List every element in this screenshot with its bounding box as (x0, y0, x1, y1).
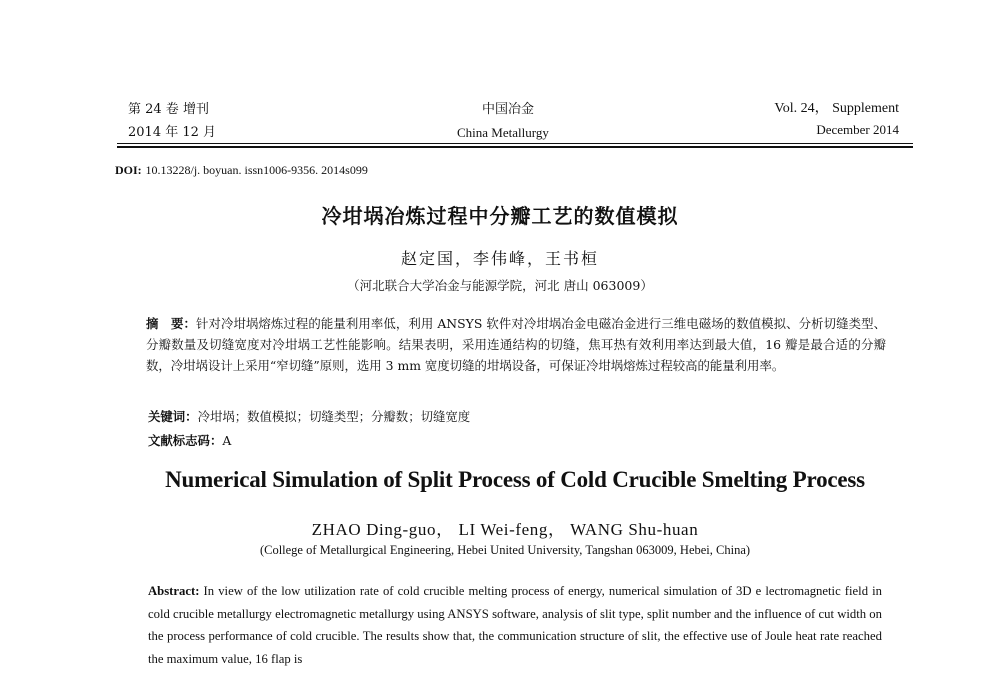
date-en: December 2014 (816, 122, 899, 137)
volume-en: Vol. 24， Supplement (774, 101, 899, 116)
abstract-cn-label: 摘 要： (146, 316, 196, 331)
abstract-cn-text: 针对冷坩埚熔炼过程的能量利用率低，利用 ANSYS 软件对冷坩埚冶金电磁冶金进行三维电磁场的数值模拟、分析切缝类型、分瓣数量及切缝宽度对冷坩埚工艺性能影响。结果表明，采用连通结构的切缝，焦耳热有效利用率达到最大值，16 瓣是最合适的分瓣数，冷坩埚设计上采用“窄切缝”原则，选用 3 mm 宽度切缝的坩埚设备，可保证冷坩埚熔炼过程较高的能量利用率。 (146, 316, 886, 373)
doi-value: 10.13228/j. boyuan. issn1006-9356. 2014s099 (145, 163, 368, 177)
doc-code-cn-value: A (222, 433, 232, 448)
affiliation-en: (College of Metallurgical Engineering, Hebei United University, Tangshan 063009, Hebei, China) (259, 543, 751, 557)
doi-label: DOI: (115, 163, 142, 177)
abstract-en-text: In view of the low utilization rate of cold crucible melting process of energy, numerical simulation of 3D e lectromagnetic field in cold crucible metallurgy electromagnetic metallurgy using ANSYS software, analysis of slit type, split number and the influence of cut width on the process performance of cold crucible. The results show that, the communication structure of slit, the effective use of Joule heat rate reached the maximum value, 16 flap is (148, 584, 883, 666)
abstract-en (148, 580, 882, 670)
date-cn: 2014 年 12 月 (128, 125, 217, 140)
page-title-en: Numerical Simulation of Split Process of Cold Crucible Smelting Process (165, 467, 865, 492)
volume-cn: 第 24 卷 增刊 (128, 102, 209, 117)
abstract-en-label: Abstract: (148, 584, 200, 598)
header-rule-thick (117, 146, 913, 148)
keywords-cn-label: 关键词： (148, 409, 198, 424)
header-rule-thin (117, 143, 913, 144)
authors-cn: 赵定国，李伟峰，王书桓 (400, 249, 599, 268)
affiliation-cn: （河北联合大学冶金与能源学院，河北 唐山 063009） (347, 278, 653, 293)
keywords-cn (148, 407, 470, 425)
journal-name-cn: 中国冶金 (482, 102, 535, 117)
journal-name-en: China Metallurgy (457, 125, 549, 140)
keywords-cn-text: 冷坩埚；数值模拟；切缝类型；分瓣数；切缝宽度 (197, 409, 471, 424)
doc-code-cn (148, 431, 231, 449)
abstract-cn (146, 313, 886, 376)
doc-code-cn-label: 文献标志码： (148, 433, 223, 448)
doi-line (115, 163, 368, 178)
authors-en: ZHAO Ding-guo， LI Wei-feng， WANG Shu-huan (311, 520, 699, 539)
page-title-cn: 冷坩埚冶炼过程中分瓣工艺的数值模拟 (321, 204, 679, 228)
